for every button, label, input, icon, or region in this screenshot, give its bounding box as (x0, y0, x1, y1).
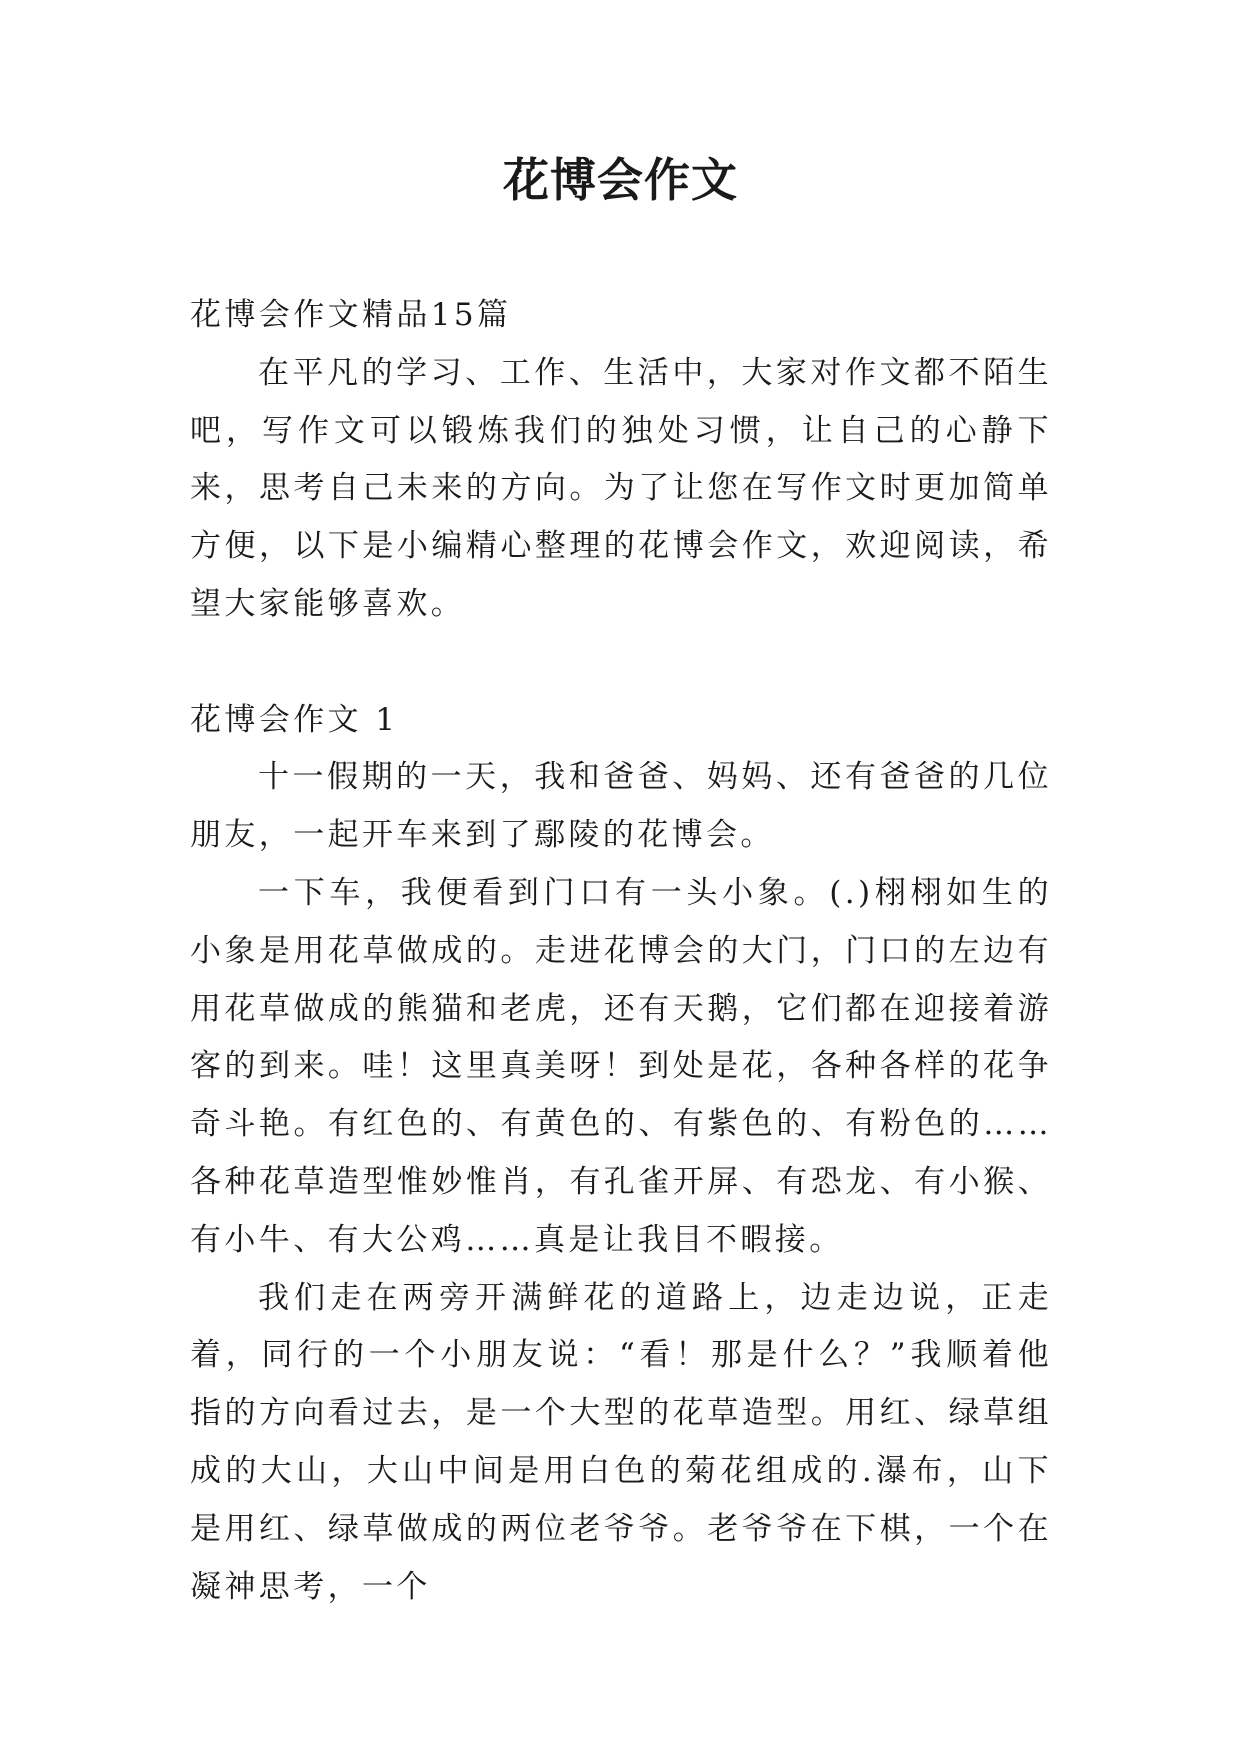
section-spacer (190, 634, 1052, 692)
body-paragraph: 我们走在两旁开满鲜花的道路上，边走边说，正走着，同行的一个小朋友说：“看！那是什么？”我顺着他指的方向看过去，是一个大型的花草造型。用红、绿草组成的大山，大山中间是用白色的菊花组成的.瀑布，山下是用红、绿草做成的两位老爷爷。老爷爷在下棋，一个在凝神思考，一个 (190, 1279, 1052, 1605)
document-body (190, 287, 1052, 1616)
body-paragraph: 十一假期的一天，我和爸爸、妈妈、还有爸爸的几位朋友，一起开车来到了鄢陵的花博会。 (190, 759, 1052, 854)
collection-subtitle: 花博会作文精品15篇 (190, 297, 512, 333)
body-paragraph: 一下车，我便看到门口有一头小象。(.)栩栩如生的小象是用花草做成的。走进花博会的大门，门口的左边有用花草做成的熊猫和老虎，还有天鹅，它们都在迎接着游客的到来。哇！这里真美呀！到处是花，各种各样的花争奇斗艳。有红色的、有黄色的、有紫色的、有粉色的……各种花草造型惟妙惟肖，有孔雀开屏、有恐龙、有小猴、有小牛、有大公鸡……真是让我目不暇接。 (190, 874, 1052, 1258)
intro-paragraph: 在平凡的学习、工作、生活中，大家对作文都不陌生吧，写作文可以锻炼我们的独处习惯，让自己的心静下来，思考自己未来的方向。为了让您在写作文时更加简单方便，以下是小编精心整理的花博会作文，欢迎阅读，希望大家能够喜欢。 (190, 354, 1052, 622)
section-heading: 花博会作文 1 (190, 701, 399, 738)
document-title: 花博会作文 (503, 153, 738, 207)
